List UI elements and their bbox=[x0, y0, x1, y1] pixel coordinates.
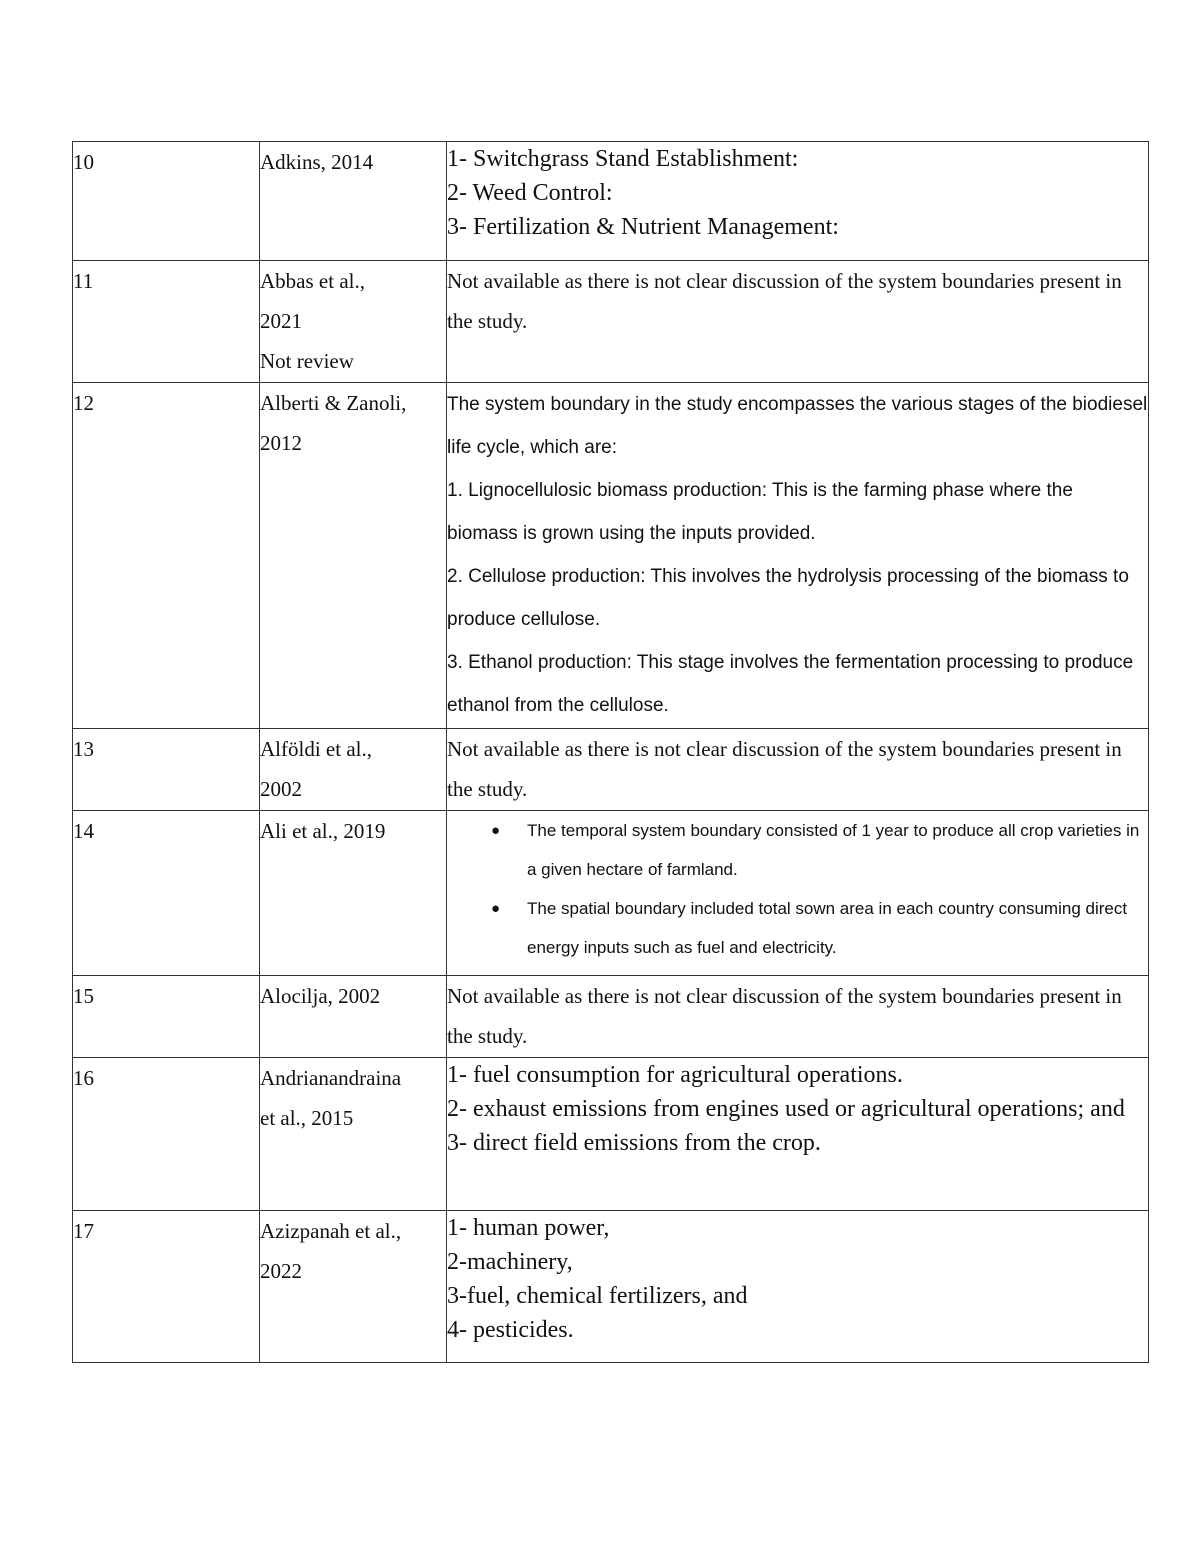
row-number: 10 bbox=[73, 142, 260, 261]
bullet-item bbox=[447, 889, 1148, 967]
boundary-text: Not available as there is not clear discussion of the system boundaries present in the study. bbox=[447, 269, 1122, 333]
bullet-text: The temporal system boundary consisted of 1 year to produce all crop varieties in a given hectare of farmland. bbox=[527, 821, 1140, 879]
reference-line: Alberti & Zanoli, bbox=[260, 391, 407, 415]
table-row bbox=[73, 142, 1149, 261]
reference-line: 2012 bbox=[260, 431, 302, 455]
row-number: 16 bbox=[73, 1058, 260, 1211]
row-system-boundary bbox=[447, 261, 1149, 383]
table-row bbox=[73, 1058, 1149, 1211]
table-row bbox=[73, 729, 1149, 811]
row-reference bbox=[260, 383, 447, 729]
boundary-item: 4- pesticides. bbox=[447, 1317, 574, 1343]
row-number: 13 bbox=[73, 729, 260, 811]
reference-line: 2022 bbox=[260, 1259, 302, 1283]
reference-line: Alföldi et al., bbox=[260, 737, 372, 761]
boundary-text: Not available as there is not clear discussion of the system boundaries present in the study. bbox=[447, 737, 1122, 801]
reference-line: 2021 bbox=[260, 309, 302, 333]
row-number: 17 bbox=[73, 1211, 260, 1363]
references-table bbox=[72, 141, 1149, 1363]
row-reference bbox=[260, 976, 447, 1058]
boundary-item: 1- human power, bbox=[447, 1215, 610, 1241]
boundary-item: 3- Fertilization & Nutrient Management: bbox=[447, 214, 839, 240]
boundary-text: Not available as there is not clear discussion of the system boundaries present in the study. bbox=[447, 984, 1122, 1048]
boundary-item: 3- direct field emissions from the crop. bbox=[447, 1130, 821, 1156]
row-number: 12 bbox=[73, 383, 260, 729]
reference-line: et al., 2015 bbox=[260, 1106, 354, 1130]
boundary-paragraph: 2. Cellulose production: This involves the hydrolysis processing of the biomass to produce cellulose. bbox=[447, 566, 1129, 630]
table-row bbox=[73, 1211, 1149, 1363]
boundary-item: 3-fuel, chemical fertilizers, and bbox=[447, 1283, 748, 1309]
bullet-icon: ● bbox=[491, 822, 501, 839]
row-reference bbox=[260, 142, 447, 261]
reference-line: Adkins, 2014 bbox=[260, 150, 374, 174]
table-row bbox=[73, 383, 1149, 729]
reference-line: Abbas et al., bbox=[260, 269, 365, 293]
row-reference bbox=[260, 261, 447, 383]
boundary-item: 2- exhaust emissions from engines used or agricultural operations; and bbox=[447, 1096, 1125, 1122]
bullet-item bbox=[447, 811, 1148, 889]
row-system-boundary bbox=[447, 383, 1149, 729]
row-system-boundary bbox=[447, 142, 1149, 261]
row-reference bbox=[260, 1211, 447, 1363]
row-system-boundary bbox=[447, 729, 1149, 811]
table-row bbox=[73, 811, 1149, 976]
row-system-boundary bbox=[447, 976, 1149, 1058]
reference-line: 2002 bbox=[260, 777, 302, 801]
table-row bbox=[73, 976, 1149, 1058]
table-row bbox=[73, 261, 1149, 383]
reference-line: Not review bbox=[260, 349, 354, 373]
boundary-paragraph: 3. Ethanol production: This stage involves the fermentation processing to produce ethanol from the cellulose. bbox=[447, 652, 1134, 716]
row-number: 15 bbox=[73, 976, 260, 1058]
boundary-item: 2- Weed Control: bbox=[447, 180, 613, 206]
row-number: 14 bbox=[73, 811, 260, 976]
row-system-boundary bbox=[447, 1211, 1149, 1363]
bullet-icon: ● bbox=[491, 900, 501, 917]
boundary-paragraph: The system boundary in the study encompasses the various stages of the biodiesel life cycle, which are: bbox=[447, 394, 1148, 458]
reference-line: Alocilja, 2002 bbox=[260, 984, 381, 1008]
reference-line: Ali et al., 2019 bbox=[260, 819, 386, 843]
reference-line: Andrianandraina bbox=[260, 1066, 402, 1090]
reference-line: Azizpanah et al., bbox=[260, 1219, 402, 1243]
row-reference bbox=[260, 729, 447, 811]
boundary-item: 1- fuel consumption for agricultural operations. bbox=[447, 1062, 903, 1088]
row-reference bbox=[260, 811, 447, 976]
row-system-boundary bbox=[447, 811, 1149, 976]
row-system-boundary bbox=[447, 1058, 1149, 1211]
boundary-paragraph: 1. Lignocellulosic biomass production: This is the farming phase where the biomass is grown using the inputs provided. bbox=[447, 480, 1073, 544]
row-reference bbox=[260, 1058, 447, 1211]
boundary-item: 2-machinery, bbox=[447, 1249, 573, 1275]
bullet-text: The spatial boundary included total sown area in each country consuming direct energy inputs such as fuel and electricity. bbox=[527, 899, 1128, 957]
boundary-item: 1- Switchgrass Stand Establishment: bbox=[447, 146, 799, 172]
row-number: 11 bbox=[73, 261, 260, 383]
